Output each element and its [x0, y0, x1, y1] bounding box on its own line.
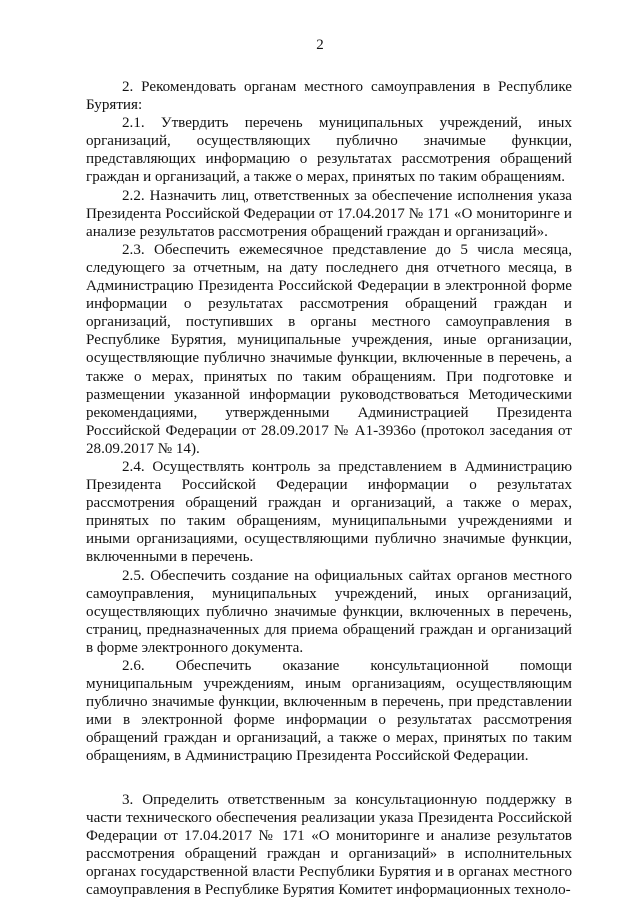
paragraph-3: 3. Определить ответственным за консультационную поддержку в части технического обеспечения реализации указа Президента Российской Федерации от 17.04.2017 № 171 «О мониторинге и анализе результатов рассмотрения обращений граждан и организаций» в исполнительных органах государственной власти Республики Бурятия и в органах местного самоуправления в Республике Бурятия Комитет информационных техноло-: [86, 791, 572, 899]
page-number: 2: [316, 37, 324, 53]
paragraph-2-6: 2.6. Обеспечить оказание консультационной помощи муниципальным учреждениям, иным организациям, осуществляющим публично значимые функции, включенным в перечень, при представлении ими в электронной форме информации о результатах рассмотрения обращений граждан и организаций, а также о мерах, принятых по таким обращениям, в Администрацию Президента Российской Федерации.: [86, 658, 572, 765]
paragraph-2-5: 2.5. Обеспечить создание на официальных сайтах органов местного самоуправления, муниципальных учреждений, иных организаций, осуществляющих публично значимые функции, включенных в перечень, страниц, предназначенных для приема обращений граждан и организаций в форме электронного документа.: [86, 567, 572, 656]
document-body: [86, 78, 572, 899]
paragraph-2-1: 2.1. Утвердить перечень муниципальных учреждений, иных организаций, осуществляющих публично значимые функции, представляющих информацию о результатах рассмотрения обращений граждан и организаций, а также о мерах, принятых по таким обращениям.: [86, 115, 572, 186]
paragraph-2-2: 2.2. Назначить лиц, ответственных за обеспечение исполнения указа Президента Российской Федерации от 17.04.2017 № 171 «О мониторинге и анализе результатов рассмотрения обращений граждан и организаций».: [86, 187, 572, 240]
paragraph-2-4: 2.4. Осуществлять контроль за представлением в Администрацию Президента Российской Федерации информации о результатах рассмотрения обращений граждан и организаций, а также о мерах, принятых по таким обращениям, муниципальными учреждениями и иными организациями, осуществляющими публично значимые функции, включенными в перечень.: [86, 458, 572, 566]
paragraph-2-3: 2.3. Обеспечить ежемесячное представление до 5 числа месяца, следующего за отчетным, на дату последнего дня отчетного месяца, в Администрацию Президента Российской Федерации в электронной форме информации о результатах рассмотрения обращений граждан и организаций, поступивших в органы местного самоуправления в Республике Бурятия, муниципальные учреждения, иные организации, осуществляющие публично значимые функции, включенные в перечень, а также о мерах, принятых по таким обращениям. При подготовке и размещении указанной информации руководствоваться Методическими рекомендациями, утвержденными Администрацией Президента Российской Федерации от 28.09.2017 № А1-3936о (протокол заседания от 28.09.2017 № 14).: [86, 241, 572, 457]
paragraph-2: 2. Рекомендовать органам местного самоуправления в Республике Бурятия:: [86, 79, 572, 114]
